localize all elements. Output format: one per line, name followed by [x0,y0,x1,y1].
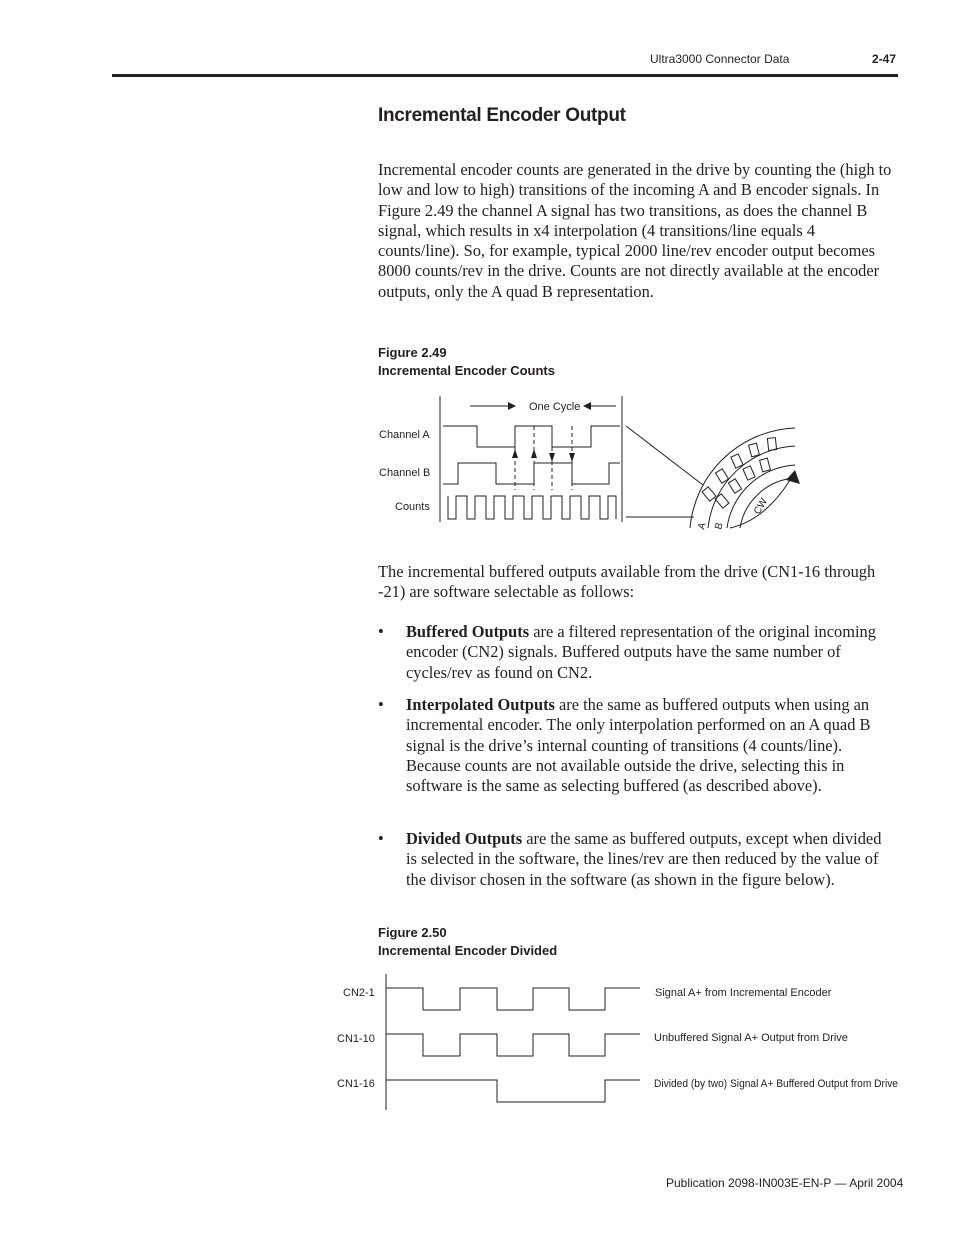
label-counts: Counts [395,501,430,513]
bullet-text: are a filtered representation of the original incoming encoder (CN2) signals. Buffered outputs have the same number of cycles/rev as found on CN2. [406,622,876,682]
pin-label-cn1-16: CN1-16 [337,1078,375,1090]
encoder-disk-track-a-arc [708,446,795,528]
publication-footer: Publication 2098-IN003E-EN-P — April 2004 [666,1176,904,1190]
arrowhead [583,402,591,410]
bullet-dot: • [378,695,384,714]
bullet-term: Divided Outputs [406,829,523,848]
encoder-slot [749,443,760,457]
label-channel-a: Channel A [379,429,430,441]
label-one-cycle: One Cycle [529,401,581,413]
encoder-slot [702,487,716,501]
figure-250-diagram [330,970,910,1115]
pin-label-cn1-10: CN1-10 [337,1033,375,1045]
channel-a-waveform [443,426,620,447]
encoder-slot [743,466,755,480]
bullet-term: Interpolated Outputs [406,695,555,714]
pin-label-cn2-1: CN2-1 [343,987,375,999]
signal-description-cn1-16: Divided (by two) Signal A+ Buffered Output from Drive [654,1078,898,1090]
cw-arrowhead [786,470,800,484]
encoder-disk-track-b-arc [727,465,795,528]
figure-250-title: Incremental Encoder Divided [378,943,558,958]
figure-249-title: Incremental Encoder Counts [378,363,555,378]
bullet-dot: • [378,829,384,848]
encoder-disk-outer-arc [690,428,795,528]
arrowhead [512,449,518,458]
label-track-a: A [696,521,709,531]
cn1-10-waveform [386,1034,640,1056]
counts-waveform [448,496,616,519]
bullet-dot: • [378,622,384,641]
arrowhead [569,453,575,462]
channel-b-waveform [443,463,620,484]
signal-description-cn2-1: Signal A+ from Incremental Encoder [655,987,832,999]
figure-250-caption [378,924,557,960]
encoder-slot [731,454,743,468]
arrowhead [531,449,537,458]
encoder-slot [760,458,771,472]
cn2-1-waveform [386,988,640,1010]
outputs-paragraph: The incremental buffered outputs available from the drive (CN1-16 through -21) are software selectable as follows: [378,562,876,602]
arrowhead [508,402,516,410]
running-header-title: Ultra3000 Connector Data [650,52,790,66]
section-title: Incremental Encoder Output [378,105,626,126]
arrowhead [549,453,555,462]
cn1-16-waveform [386,1080,640,1102]
figure-250-number: Figure 2.50 [378,925,447,940]
encoder-slot [767,438,776,451]
bullet-text: are the same as buffered outputs when using an incremental encoder. The only interpolation performed on an A quad B signal is the drive’s internal counting of transitions (4 counts/line). Because counts are not available outside the drive, selecting this in software is the same as selecting buffered (as described above). [406,695,871,796]
header-rule [112,74,898,77]
figure-249-number: Figure 2.49 [378,345,447,360]
figure-249-caption [378,344,555,380]
encoder-slot [728,479,741,493]
label-track-b: B [713,521,726,531]
signal-description-cn1-10: Unbuffered Signal A+ Output from Drive [654,1032,848,1044]
leader-line-top [626,426,703,485]
page-number: 2-47 [872,52,897,66]
figure-249-diagram [370,390,810,540]
bullet-term: Buffered Outputs [406,622,530,641]
intro-paragraph: Incremental encoder counts are generated in the drive by counting the (high to low and low to high) transitions of the incoming A and B encoder signals. In Figure 2.49 the channel A signal has two transitions, as does the channel B signal, which results in x4 interpolation (4 transitions/line equals 4 counts/line). So, for example, typical 2000 line/rev encoder output becomes 8000 counts/rev in the drive. Counts are not directly available at the encoder outputs, only the A quad B representation. [378,160,892,301]
bullet-text: are the same as buffered outputs, except when divided is selected in the software, the lines/rev are then reduced by the value of the divisor chosen in the software (as shown in the figure below). [406,829,882,889]
label-cw: CW [752,496,770,517]
label-channel-b: Channel B [379,467,431,479]
